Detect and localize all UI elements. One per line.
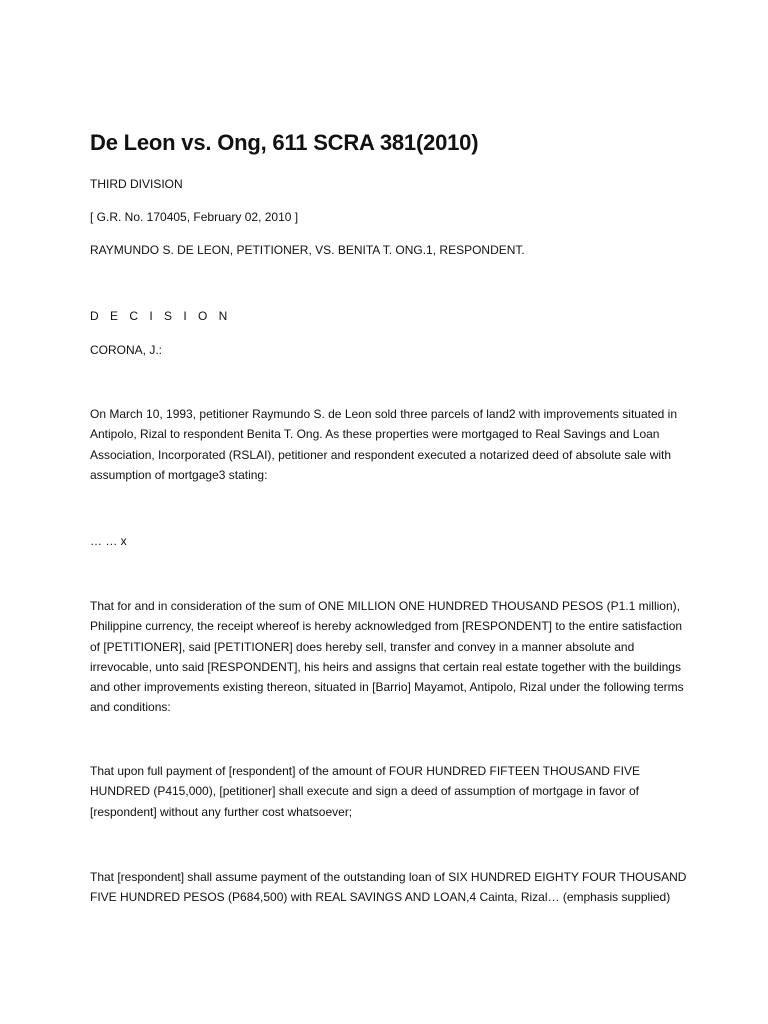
ponente: CORONA, J.:: [90, 343, 163, 357]
decision-heading: D E C I S I O N: [90, 309, 232, 323]
ellipsis-paragraph: … … x: [90, 534, 127, 548]
division-label: THIRD DIVISION: [90, 177, 183, 191]
paragraph-condition-loan: That [respondent] shall assume payment of the outstanding loan of SIX HUNDRED EIGHTY FOUR THOUSAND FIVE HUNDRED PESOS (P684,500) with REAL SAVINGS AND LOAN,4 Cainta, Rizal… (emphasis supplied): [90, 870, 687, 905]
document-title: De Leon vs. Ong, 611 SCRA 381(2010): [90, 130, 479, 155]
case-number: [ G.R. No. 170405, February 02, 2010 ]: [90, 210, 299, 224]
paragraph-condition-payment: That upon full payment of [respondent] of the amount of FOUR HUNDRED FIFTEEN THOUSAND FIVE HUNDRED (P415,000), [petitioner] shall execute and sign a deed of assumption of mortgage in favor of [respondent] without any further cost whatsoever;: [90, 764, 640, 819]
case-parties: RAYMUNDO S. DE LEON, PETITIONER, VS. BENITA T. ONG.1, RESPONDENT.: [90, 243, 525, 257]
paragraph-facts: On March 10, 1993, petitioner Raymundo S. de Leon sold three parcels of land2 with improvements situated in Antipolo, Rizal to respondent Benita T. Ong. As these properties were mortgaged to Real Savings and Loan Association, Incorporated (RSLAI), petitioner and respondent executed a notarized deed of absolute sale with assumption of mortgage3 stating:: [90, 407, 677, 482]
paragraph-sale-terms: That for and in consideration of the sum of ONE MILLION ONE HUNDRED THOUSAND PESOS (P1.1 million), Philippine currency, the receipt whereof is hereby acknowledged from [RESPONDENT] to the entire satisfaction of [PETITIONER], said [PETITIONER] does hereby sell, transfer and convey in a manner absolute and irrevocable, unto said [RESPONDENT], his heirs and assigns that certain real estate together with the buildings and other improvements existing thereon, situated in [Barrio] Mayamot, Antipolo, Rizal under the following terms and conditions:: [90, 599, 684, 715]
